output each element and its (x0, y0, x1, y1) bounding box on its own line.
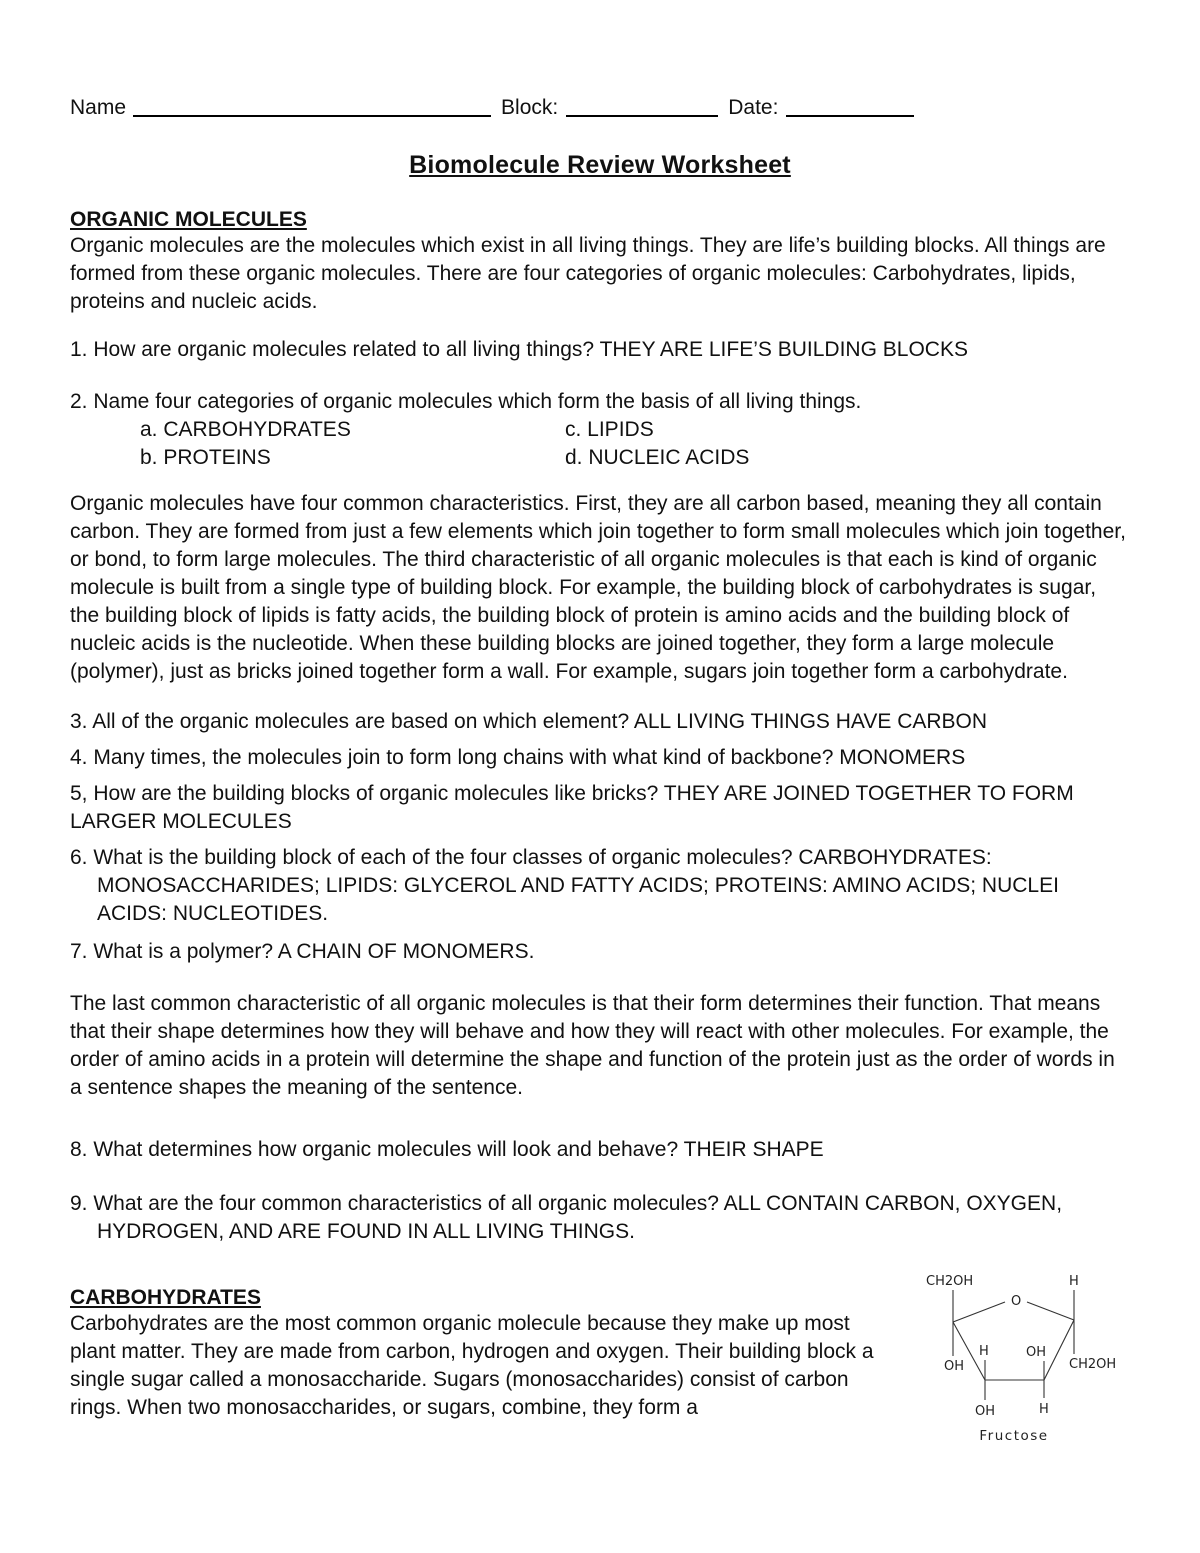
fructose-caption: Fructose (979, 1428, 1049, 1444)
label-ring-oxygen: O (1011, 1294, 1022, 1309)
question-2-option-d: d. NUCLEIC ACIDS (565, 446, 750, 469)
header-fields (70, 96, 1130, 120)
question-4: 4. Many times, the molecules join to form long chains with what kind of backbone? MONOMERS (70, 746, 966, 769)
label-h-bottomright: H (1039, 1402, 1049, 1417)
label-ch2oh-right: CH2OH (1069, 1357, 1117, 1372)
date-blank-line (786, 101, 914, 117)
organic-intro-paragraph: Organic molecules are the molecules which exist in all living things. They are life’s building blocks. All things are formed from these organic molecules. There are four categories of organic molecules: Carbohydrates, lipids, proteins and nucleic acids. (70, 234, 1106, 313)
characteristics-paragraph: Organic molecules have four common characteristics. First, they are all carbon based, meaning they all contain carbon. They are formed from just a few elements which join together to form small molecules which join together, or bond, to form large molecules. The third characteristic of all organic molecules is that each is kind of organic molecule is built from a single type of building block. For example, the building block of carbohydrates is sugar, the building block of lipids is fatty acids, the building block of protein is amino acids and the building block of nucleic acids is the nucleotide. When these building blocks are joined together, they form a large molecule (polymer), just as bricks joined together form a wall. For example, sugars join together form a carbohydrate. (70, 492, 1126, 683)
name-blank-line (133, 101, 491, 117)
carbohydrates-section (70, 1274, 1130, 1444)
question-1: 1. How are organic molecules related to all living things? THEY ARE LIFE’S BUILDING BLOCKS (70, 338, 968, 361)
question-6: 6. What is the building block of each of the four classes of organic molecules? CARBOHYDRATES: MONOSACCHARIDES; LIPIDS: GLYCEROL AND FATTY ACIDS; PROTEINS: AMINO ACIDS; NUCLEI ACIDS: NUCLEOTIDES. (70, 846, 1059, 925)
question-7: 7. What is a polymer? A CHAIN OF MONOMERS. (70, 940, 535, 963)
fructose-molecule-diagram (898, 1260, 1170, 1464)
organic-molecules-heading: ORGANIC MOLECULES (70, 208, 307, 231)
name-label: Name (70, 96, 127, 119)
label-h-innerleft: H (979, 1344, 989, 1359)
question-2-option-b: b. PROTEINS (140, 446, 271, 469)
page-title: Biomolecule Review Worksheet (409, 151, 791, 179)
bond-o-to-left (953, 1302, 1005, 1322)
label-h-topright: H (1069, 1274, 1079, 1289)
question-2-option-c: c. LIPIDS (565, 418, 654, 441)
bond-o-to-right (1027, 1302, 1074, 1320)
label-ch2oh-topleft: CH2OH (926, 1274, 974, 1289)
question-9: 9. What are the four common characteristics of all organic molecules? ALL CONTAIN CARBON, OXYGEN, HYDROGEN, AND ARE FOUND IN ALL LIVING THINGS. (70, 1192, 1063, 1243)
date-label: Date: (728, 96, 779, 119)
block-blank-line (566, 101, 718, 117)
label-oh-left: OH (944, 1359, 965, 1374)
carbohydrates-heading: CARBOHYDRATES (70, 1286, 261, 1309)
question-2: 2. Name four categories of organic molecules which form the basis of all living things. (70, 390, 862, 413)
question-2-options (140, 416, 1130, 472)
carbohydrates-paragraph: Carbohydrates are the most common organic molecule because they make up most plant matter. They are made from carbon, hydrogen and oxygen. Their building block a single sugar called a monosaccharide. Sugars (monosaccharides) consist of carbon rings. When two monosaccharides, or sugars, combine, they form a (70, 1312, 874, 1419)
label-oh-bottomleft: OH (975, 1404, 996, 1419)
block-label: Block: (501, 96, 559, 119)
question-3: 3. All of the organic molecules are based on which element? ALL LIVING THINGS HAVE CARBON (70, 710, 988, 733)
question-2-option-a: a. CARBOHYDRATES (140, 418, 351, 441)
form-function-paragraph: The last common characteristic of all organic molecules is that their form determines their function. That means that their shape determines how they will behave and how they will react with other molecules. For example, the order of amino acids in a protein will determine the shape and function of the protein just as the order of words in a sentence shapes the meaning of the sentence. (70, 992, 1115, 1099)
label-oh-innerright: OH (1026, 1345, 1047, 1360)
question-8: 8. What determines how organic molecules will look and behave? THEIR SHAPE (70, 1138, 824, 1161)
question-5: 5, How are the building blocks of organic molecules like bricks? THEY ARE JOINED TOGETHER TO FORM LARGER MOLECULES (70, 782, 1074, 833)
